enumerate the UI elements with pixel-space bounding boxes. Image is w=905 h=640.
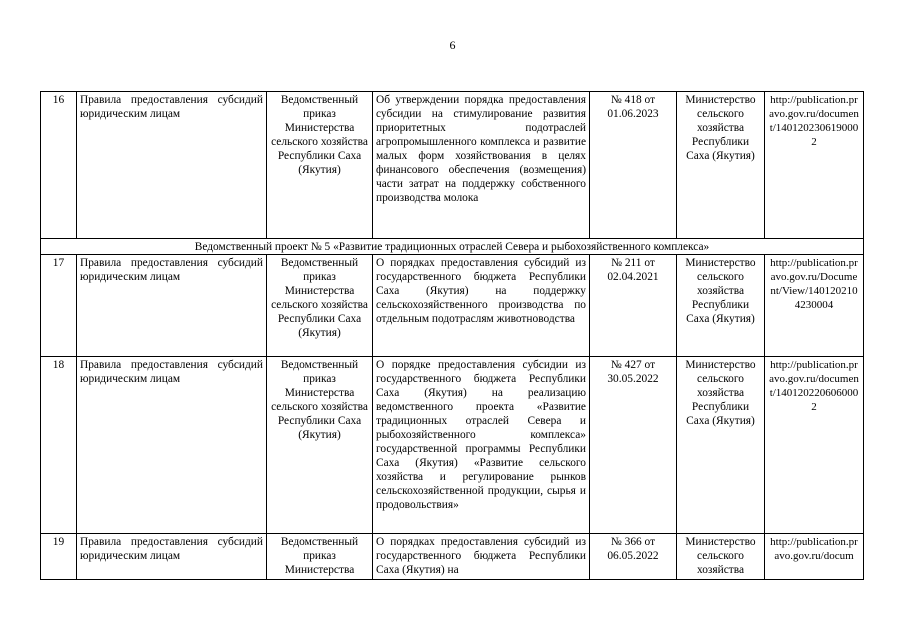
act-type: Ведомственный приказ Министерства	[267, 534, 373, 580]
document-table	[40, 91, 864, 580]
act-number-date: № 211 от 02.04.2021	[590, 255, 677, 357]
table-row	[41, 534, 864, 580]
act-kind: Правила предоставления субсидий юридическим лицам	[77, 255, 267, 357]
act-type: Ведомственный приказ Министерства сельского хозяйства Республики Саха (Якутия)	[267, 92, 373, 239]
publication-link[interactable]: http://publication.pravo.gov.ru/docum	[765, 534, 864, 580]
row-number: 18	[41, 357, 77, 534]
publication-link[interactable]: http://publication.pravo.gov.ru/document/1401202306190002	[765, 92, 864, 239]
act-number-date: № 427 от 30.05.2022	[590, 357, 677, 534]
act-number-date: № 418 от 01.06.2023	[590, 92, 677, 239]
issuing-body: Министерство сельского хозяйства Республики Саха (Якутия)	[677, 92, 765, 239]
act-type: Ведомственный приказ Министерства сельского хозяйства Республики Саха (Якутия)	[267, 357, 373, 534]
act-title: Об утверждении порядка предоставления субсидии на стимулирование развития приоритетных подотраслей агропромышленного комплекса и развитие малых форм хозяйствования в целях финансового обеспечения (возмещения) части затрат на поддержку собственного производства молока	[373, 92, 590, 239]
issuing-body: Министерство сельского хозяйства Республики Саха (Якутия)	[677, 357, 765, 534]
table-row	[41, 92, 864, 239]
issuing-body: Министерство сельского хозяйства	[677, 534, 765, 580]
act-type: Ведомственный приказ Министерства сельского хозяйства Республики Саха (Якутия)	[267, 255, 373, 357]
act-number-date: № 366 от 06.05.2022	[590, 534, 677, 580]
table-row	[41, 255, 864, 357]
publication-link[interactable]: http://publication.pravo.gov.ru/document/1401202206060002	[765, 357, 864, 534]
act-title: О порядке предоставления субсидии из государственного бюджета Республики Саха (Якутия) на реализацию ведомственного проекта «Развитие традиционных отраслей Севера и рыбохозяйственного комплекса» государственной программы Республики Саха (Якутия) «Развитие сельского хозяйства и регулирование рынков сельскохозяйственной продукции, сырья и продовольствия»	[373, 357, 590, 534]
act-kind: Правила предоставления субсидий юридическим лицам	[77, 534, 267, 580]
page-number: 6	[449, 38, 456, 52]
section-header-row	[41, 239, 864, 255]
act-title: О порядках предоставления субсидий из государственного бюджета Республики Саха (Якутия) на поддержку сельскохозяйственного производства по отдельным подотраслям животноводства	[373, 255, 590, 357]
act-title: О порядках предоставления субсидий из государственного бюджета Республики Саха (Якутия) на	[373, 534, 590, 580]
row-number: 16	[41, 92, 77, 239]
act-kind: Правила предоставления субсидий юридическим лицам	[77, 92, 267, 239]
row-number: 17	[41, 255, 77, 357]
row-number: 19	[41, 534, 77, 580]
publication-link[interactable]: http://publication.pravo.gov.ru/Document/View/1401202104230004	[765, 255, 864, 357]
section-header: Ведомственный проект № 5 «Развитие традиционных отраслей Севера и рыбохозяйственного комплекса»	[41, 239, 864, 255]
issuing-body: Министерство сельского хозяйства Республики Саха (Якутия)	[677, 255, 765, 357]
act-kind: Правила предоставления субсидий юридическим лицам	[77, 357, 267, 534]
table-row	[41, 357, 864, 534]
